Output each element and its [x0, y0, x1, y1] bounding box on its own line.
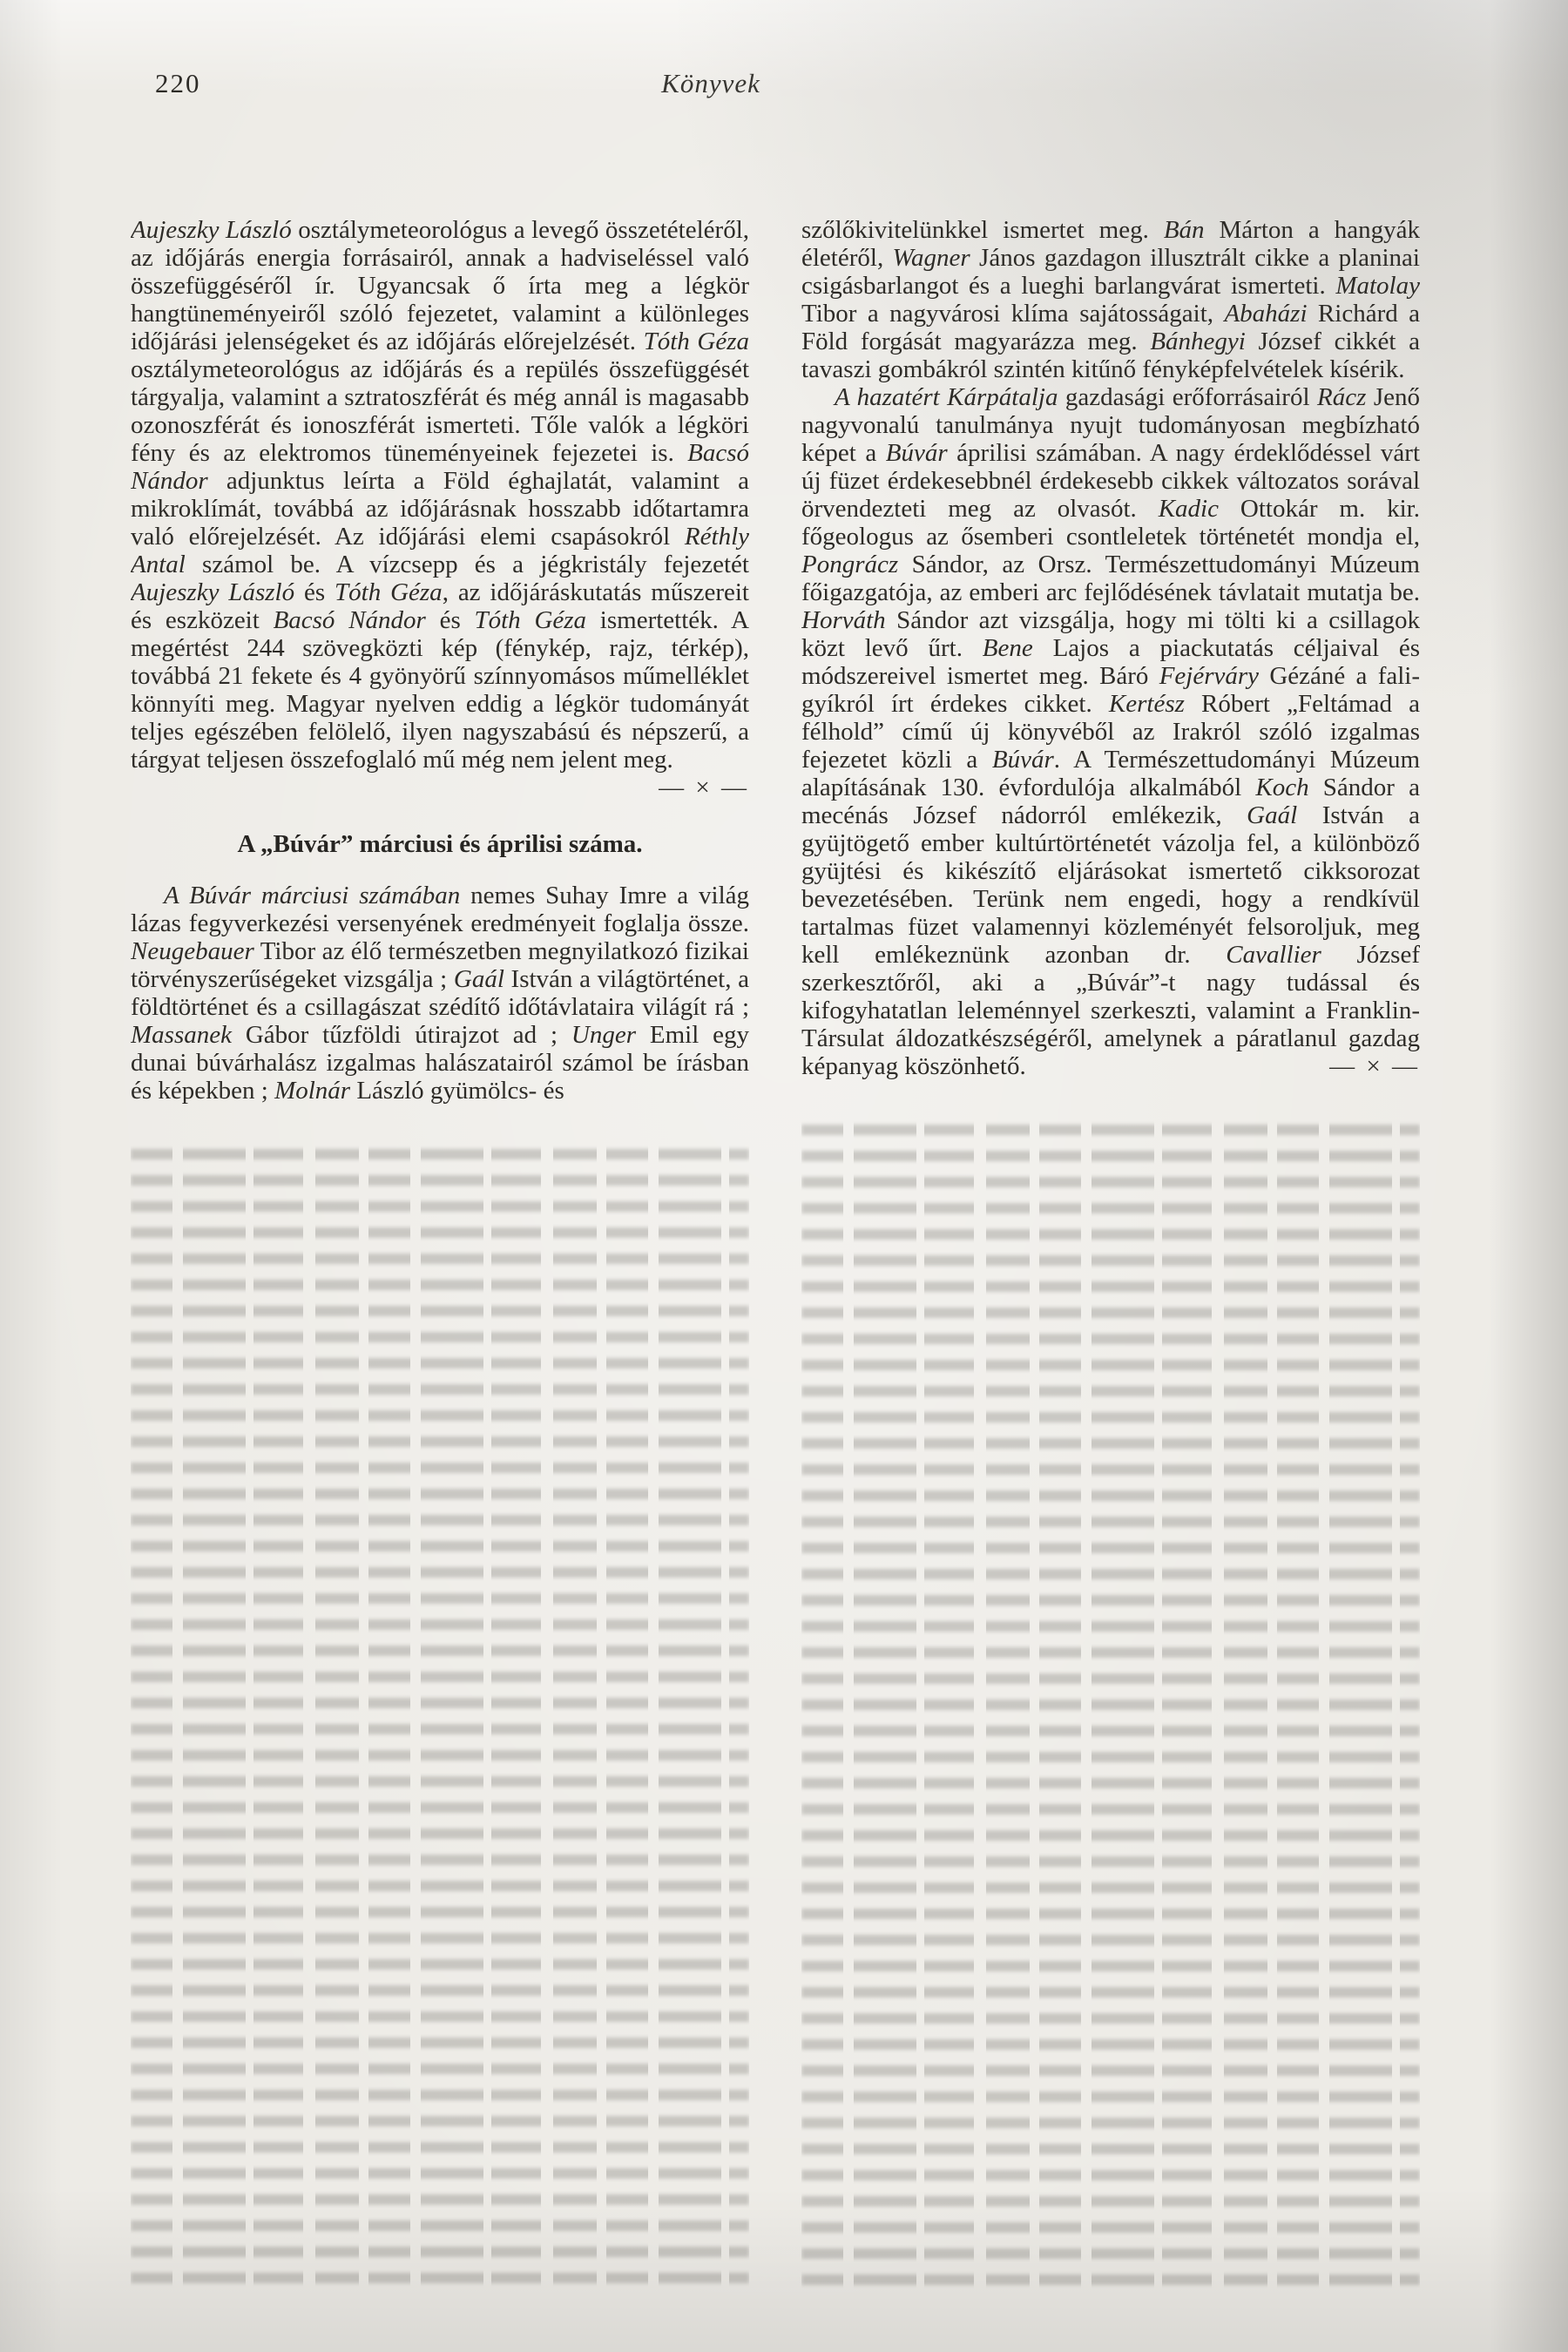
right-column: [801, 216, 1420, 2300]
section-heading-buvar: A „Búvár” márciusi és áprilisi száma.: [237, 830, 643, 858]
italic-text: Fejérváry: [1159, 662, 1260, 690]
italic-text: Tóth Géza: [335, 578, 443, 606]
italic-text: Wagner: [892, 244, 970, 272]
text-columns: [131, 216, 1420, 2300]
italic-text: Búvár: [991, 746, 1054, 774]
italic-text: Neugebauer: [131, 937, 254, 965]
body-text: adjunktus leírta a Föld éghajlatát, valamint a mikroklímát, továbbá az időjárásnak hosszabb időtartamra való előrejelzését. Az időjárási elemi csapásokról: [131, 467, 749, 551]
italic-text: Tóth Géza: [474, 606, 587, 634]
italic-text: Aujeszky László: [131, 578, 295, 606]
body-text: Gábor tűzföldi útirajzot ad ;: [231, 1021, 571, 1049]
body-text: áprilisi számában. A nagy érdeklődéssel várt új füzet érdekesebbnél érdekesebb cikkek változatos sorával örvendezteti meg az olvasót.: [801, 439, 1420, 523]
italic-text: Kadic: [1158, 495, 1219, 523]
italic-text: Bene: [982, 634, 1033, 662]
bleed-through-text: [801, 1120, 1420, 2295]
body-text: Márton a hangyák életéről,: [801, 216, 1420, 272]
italic-text: Bacsó Nándor: [131, 439, 749, 495]
italic-text: Cavallier: [1226, 941, 1321, 969]
italic-text: Búvár: [885, 439, 948, 467]
body-text: Tibor a nagyvárosi klíma sajátosságait,: [801, 300, 1225, 328]
page-number: 220: [155, 68, 201, 98]
body-text: ismertették. A megértést 244 szövegközti kép (fénykép, rajz, térkép), továbbá 21 fekete és 4 gyönyörű színnyomásos műmelléklet könnyíti meg. Magyar nyelven eddig a légkör tudományát teljes egészében felölelő, ilyen nagyszabású és népszerű, a tárgyat teljesen összefoglaló mű még nem jelent meg.: [131, 606, 749, 774]
body-text: Gézáné a fali-gyíkról írt érdekes cikket.: [801, 662, 1420, 718]
italic-text: Gaál: [1247, 801, 1298, 829]
body-text: Jenő nagyvonalú tanulmánya nyujt tudományosan megbízható képet a: [801, 383, 1420, 467]
italic-text: Aujeszky László: [131, 216, 292, 244]
italic-text: Rácz: [1316, 383, 1367, 411]
italic-text: Abaházi: [1224, 300, 1308, 328]
italic-text: Kertész: [1108, 690, 1185, 718]
paragraph-meteorology-book: [131, 216, 749, 801]
body-text: Ottokár m. kir. főgeologus az ősemberi csontleletek történetét mondja el,: [801, 495, 1420, 551]
body-text: osztálymeteorológus a levegő összetételéről, az időjárás energia forrásairól, annak a hadviseléssel való összefüggéséről ír. Ugyancsak ő írta meg a légkör hangtüneményeiről szóló fejezetet, valamint a különleges időjárási jelenségeket és az időjárás előrejelzését.: [131, 216, 749, 355]
body-text: Sándor a mecénás József nádorról emlékezik,: [801, 774, 1420, 829]
italic-text: Réthly Antal: [131, 523, 749, 578]
italic-text: Bacsó Nándor: [273, 606, 426, 634]
body-text: Lajos a piackutatás céljaival és módszereivel ismertet meg. Báró: [801, 634, 1420, 690]
italic-text: Tóth Géza: [643, 328, 749, 355]
italic-text: Pongrácz: [801, 551, 899, 578]
end-mark: — × —: [659, 774, 749, 801]
body-text: Sándor, az Orsz. Természettudományi Múzeum főigazgatója, az emberi arc fejlődésének távlatait mutatja be.: [801, 551, 1420, 606]
body-text: számol be. A vízcsepp és a jégkristály fejezetét: [185, 551, 749, 578]
page-header: [131, 68, 1420, 103]
paragraph-buvar-april: [801, 383, 1420, 1080]
body-text: , az időjáráskutatás műszereit és eszközeit: [131, 578, 749, 634]
left-column: [131, 216, 749, 2300]
body-text: Richárd a Föld forgását magyarázza meg.: [801, 300, 1420, 355]
italic-text: Massanek: [131, 1021, 232, 1049]
end-mark: — × —: [1329, 1052, 1420, 1080]
body-text: és: [425, 606, 475, 634]
body-text: gazdasági erőforrásairól: [1058, 383, 1317, 411]
italic-text: Koch: [1255, 774, 1309, 801]
italic-text: Bánhegyi: [1150, 328, 1246, 355]
body-text: . A Természettudományi Múzeum alapításának 130. évfordulója alkalmából: [801, 746, 1420, 801]
body-text: Róbert „Feltámad a félhold” című új könyvéből az Irakról szóló izgalmas fejezetet közli a: [801, 690, 1420, 774]
body-text: István a gyüjtögető ember kultúrtörténetét vázolja fel, a különböző gyüjtési és kikészítő eljárásokat ismertető cikksorozat bevezetésében. Terünk nem engedi, hogy a rendkívül tartalmas füzet valamennyi közleményét felsoroljuk, meg kell emlékeznünk azonban dr.: [801, 801, 1420, 969]
italic-text: Unger: [571, 1021, 637, 1049]
italic-text: A hazatért Kárpátalja: [835, 383, 1058, 411]
italic-text: Horváth: [801, 606, 886, 634]
paragraph-buvar-march: [131, 882, 749, 1105]
italic-text: A Búvár márciusi számában: [164, 882, 461, 909]
body-text: József cikkét a tavaszi gombákról szintén kitűnő fényképfelvételek kísérik.: [801, 328, 1420, 383]
body-text: nemes Suhay Imre a világ lázas fegyverkezési versenyének eredményeit foglalja össze.: [131, 882, 749, 937]
italic-text: Matolay: [1335, 272, 1420, 300]
body-text: Sándor azt vizsgálja, hogy mi tölti ki a csillagok közt levő űrt.: [801, 606, 1420, 662]
body-text: Emil egy dunai búvárhalász izgalmas halászatairól számol be írásban és képekben ;: [131, 1021, 749, 1105]
italic-text: Molnár: [274, 1077, 351, 1105]
paragraph-buvar-march-continued: [801, 216, 1420, 383]
body-text: szőlőkivitelünkkel ismertet meg.: [801, 216, 1164, 244]
body-text: és: [294, 578, 335, 606]
body-text: Tibor az élő természetben megnyilatkozó fizikai törvényszerűségeket vizsgálja ;: [131, 937, 749, 993]
running-title: Könyvek: [661, 68, 760, 98]
body-text: osztálymeteorológus az időjárás és a repülés összefüggését tárgyalja, valamint a sztratoszférát és még annál is magasabb ozonoszférát és ionoszférát ismerteti. Tőle valók a légköri fény és az elektromos tüneményeinek fejezetei is.: [131, 355, 749, 467]
body-text: László gyümölcs- és: [350, 1077, 564, 1105]
body-text: István a világtörténet, a földtörténet és a csillagászat szédítő időtávlataira világít rá ;: [131, 965, 749, 1021]
bleed-through-text: [131, 1145, 749, 2295]
body-text: József szerkesztőről, aki a „Búvár”-t nagy tudással és kifogyhatatlan leleménnyel szerkeszti, valamint a Franklin-Társulat áldozatkészségéről, amelynek a páratlanul gazdag képanyag köszönhető.: [801, 941, 1420, 1080]
italic-text: Gaál: [453, 965, 504, 993]
italic-text: Bán: [1163, 216, 1205, 244]
body-text: János gazdagon illusztrált cikke a planinai csigásbarlangot és a lueghi barlangvárat ismerteti.: [801, 244, 1420, 300]
